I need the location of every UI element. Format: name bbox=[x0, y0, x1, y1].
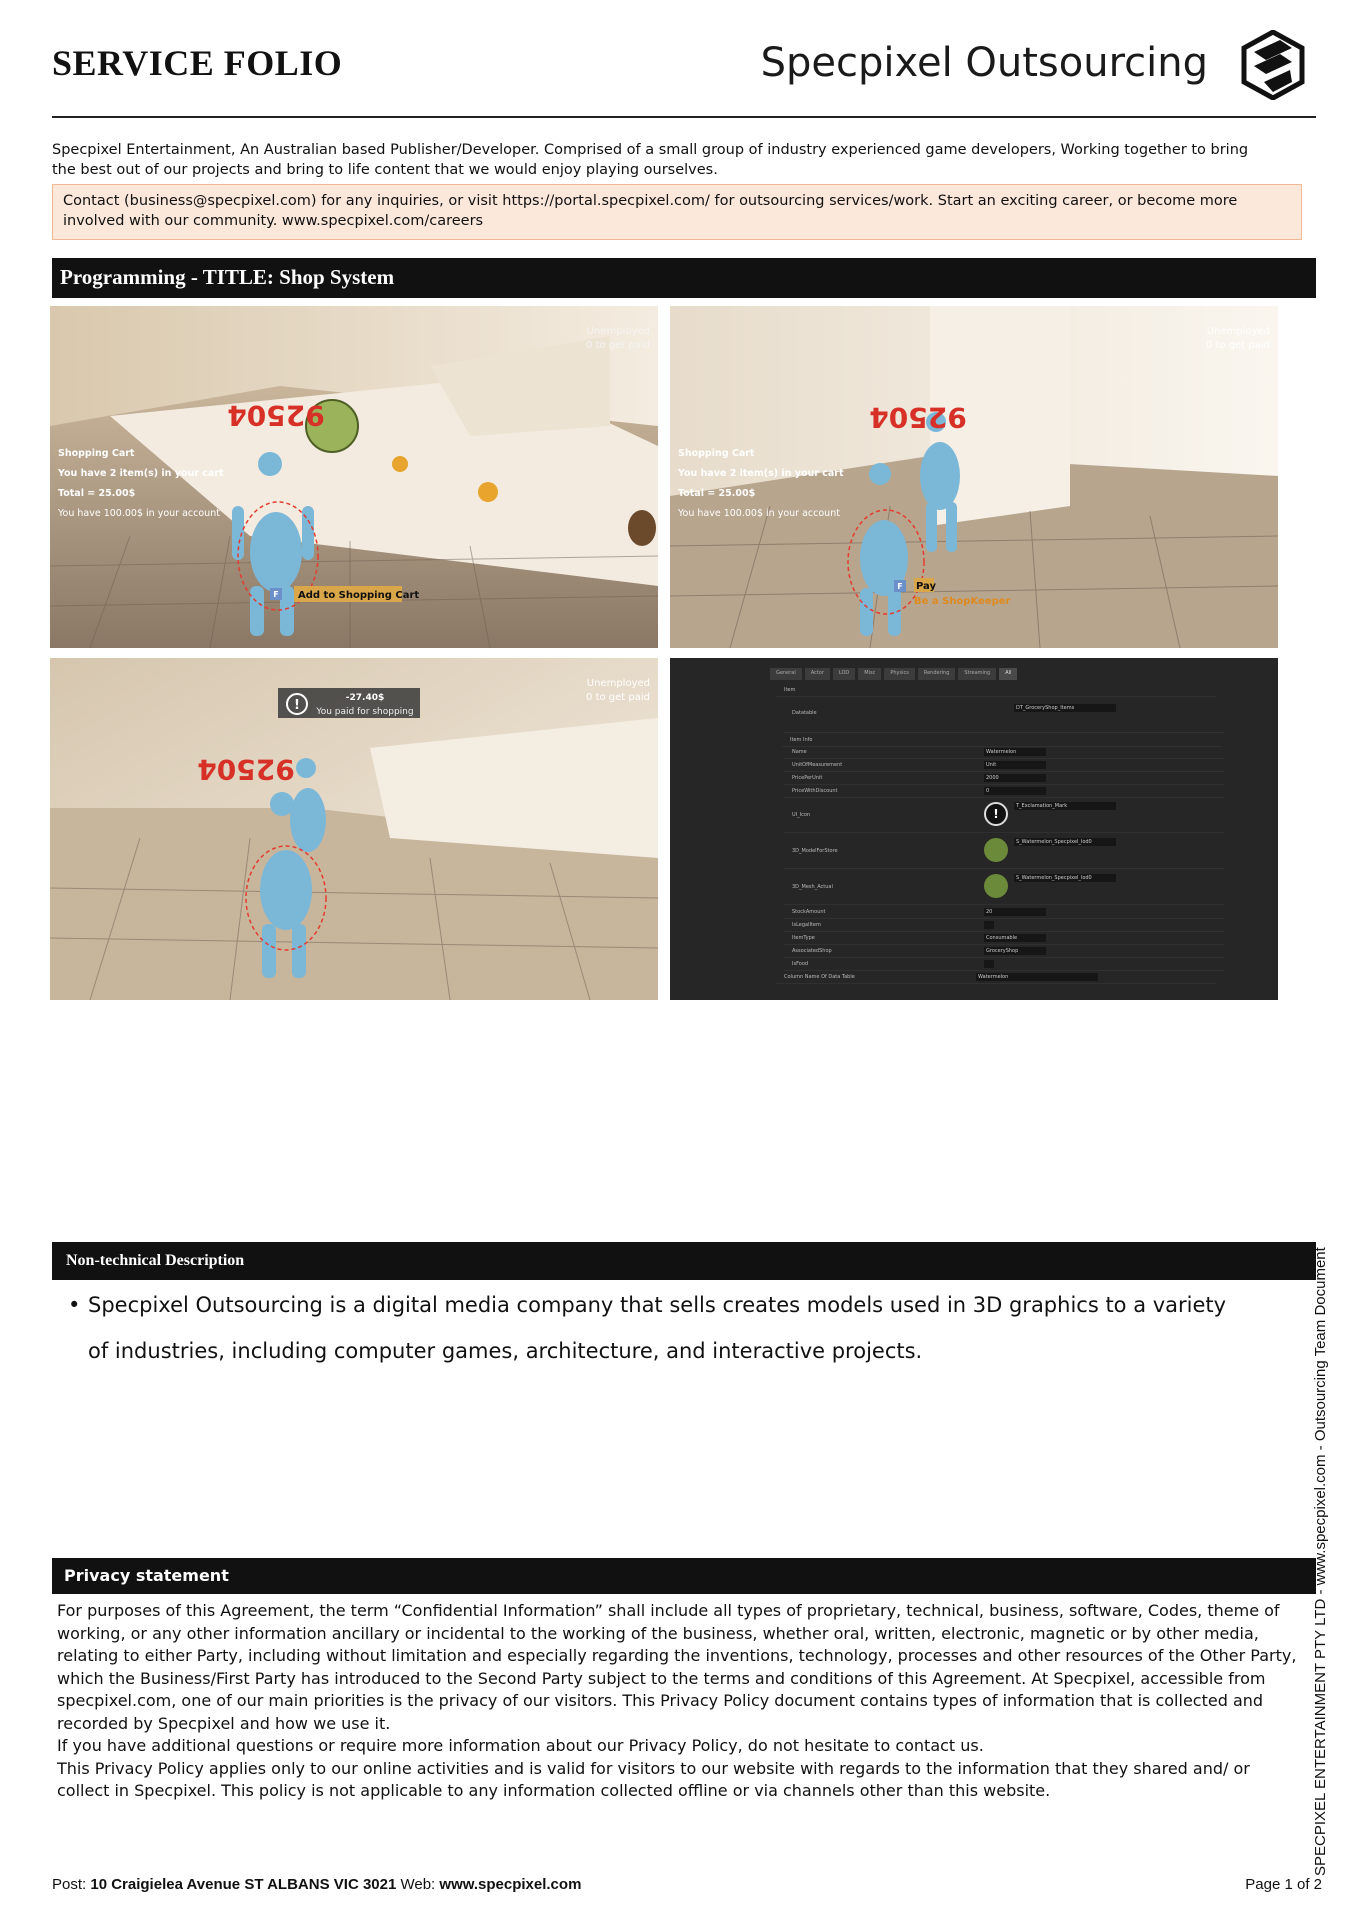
prop-row: ItemType Consumable bbox=[784, 932, 1224, 945]
tab-all: All bbox=[999, 668, 1017, 680]
svg-text:You have 100.00$ in your accou: You have 100.00$ in your account bbox=[678, 508, 840, 519]
specpixel-logo-icon bbox=[1240, 30, 1306, 100]
section-item: Item bbox=[776, 684, 1216, 697]
checkbox bbox=[984, 960, 994, 968]
paid-message: You paid for shopping bbox=[316, 707, 414, 717]
prop-row: UnitOfMeasurement Unit bbox=[784, 759, 1224, 772]
tab-physics: Physics bbox=[884, 668, 915, 680]
side-company-text: SPECPIXEL ENTERTAINMENT PTY LTD - www.specpixel.com - Outsourcing Team Document bbox=[1312, 1247, 1329, 1876]
intro-paragraph: Specpixel Entertainment, An Australian based Publisher/Developer. Comprised of a small group of industry experienced game developers, Working together to bring the best out of our projects and bring to life content that we would enjoy playing ourselves. bbox=[52, 142, 1249, 178]
paid-amount: -27.40$ bbox=[345, 693, 385, 703]
shopkeeper-prompt: Be a ShopKeeper bbox=[914, 596, 1011, 607]
details-tabs bbox=[770, 668, 1017, 680]
prop-row: PricePerUnit 2000 bbox=[784, 772, 1224, 785]
prop-row: AssociatedShop GroceryShop bbox=[784, 945, 1224, 958]
svg-text:92504: 92504 bbox=[869, 401, 967, 434]
prop-row: UI_Icon ! T_Exclamation_Mark bbox=[784, 798, 1224, 833]
prop-row: Name Watermelon bbox=[784, 746, 1224, 759]
svg-text:Total = 25.00$: Total = 25.00$ bbox=[678, 488, 756, 499]
privacy-paragraph: For purposes of this Agreement, the term “Confidential Information” shall include all types of proprietary, technical, business, software, Codes, theme of working, or any other information ancillary or incidental to the working of the business, whether oral, written, electronic, magnetic or by other media, relating to either Party, including without limitation and especially regarding the inventions, technology, processes and other resources of the Other Party, which the Business/First Party has introduced to the Second Party subject to the terms and conditions of this Agreement. At Specpixel, accessible from specpixel.com, one of our main priorities is the privacy of our visitors. This Privacy Policy document contains types of information that is collected and recorded by Specpixel and how we use it. bbox=[57, 1601, 1297, 1733]
svg-text:Shopping Cart: Shopping Cart bbox=[678, 448, 755, 459]
prop-row: 3D_Mesh_Actual S_Watermelon_Specpixel_lod0 bbox=[784, 870, 1224, 905]
svg-text:You have 2 item(s) in your car: You have 2 item(s) in your cart bbox=[678, 468, 844, 479]
footer-address: Post: 10 Craigielea Avenue ST ALBANS VIC 3021 Web: www.specpixel.com bbox=[52, 1876, 582, 1893]
brand-name: Specpixel Outsourcing bbox=[760, 40, 1208, 86]
prop-row: PriceWithDiscount 0 bbox=[784, 785, 1224, 798]
screenshot-editor-details bbox=[670, 658, 1278, 1000]
add-to-cart-prompt: Add to Shopping Cart bbox=[298, 590, 420, 601]
postal-address: 10 Craigielea Avenue ST ALBANS VIC 3021 bbox=[90, 1876, 397, 1893]
svg-text:Unemployed: Unemployed bbox=[586, 678, 650, 689]
prop-row: 3D_ModelForStore S_Watermelon_Specpixel_lod0 bbox=[784, 834, 1224, 869]
score-counter: 92504 bbox=[227, 399, 325, 432]
page-number: Page 1 of 2 bbox=[1245, 1876, 1322, 1893]
programming-section-heading: Programming - TITLE: Shop System bbox=[52, 258, 1316, 298]
privacy-paragraph: If you have additional questions or require more information about our Privacy Policy, do not hesitate to contact us. bbox=[57, 1736, 984, 1755]
website-link[interactable]: www.specpixel.com bbox=[439, 1876, 582, 1893]
alert-icon: ! bbox=[294, 698, 300, 713]
svg-text:0 to get paid: 0 to get paid bbox=[1206, 340, 1270, 351]
nontech-bullet: • Specpixel Outsourcing is a digital media company that sells creates models used in 3D graphics to a variety of industries, including computer games, architecture, and interactive projects. bbox=[68, 1282, 1248, 1374]
prop-row: Datatable DT_GroceryShop_Items bbox=[784, 698, 1224, 733]
document-title: SERVICE FOLIO bbox=[52, 43, 343, 83]
screenshot-paid-notification bbox=[50, 658, 658, 1000]
exclamation-icon: ! bbox=[984, 802, 1008, 826]
tab-streaming: Streaming bbox=[958, 668, 996, 680]
screenshot-add-to-cart bbox=[50, 306, 658, 648]
svg-text:Unemployed: Unemployed bbox=[586, 326, 650, 337]
svg-text:F: F bbox=[273, 590, 279, 599]
tab-rendering: Rendering bbox=[918, 668, 956, 680]
tab-general: General bbox=[770, 668, 802, 680]
cart-title: Shopping Cart bbox=[58, 448, 135, 459]
svg-text:You have 2 item(s) in your car: You have 2 item(s) in your cart bbox=[58, 468, 224, 479]
prop-row: Column Name Of Data Table Watermelon bbox=[776, 971, 1216, 984]
checkbox bbox=[984, 921, 994, 929]
watermelon-thumbnail-icon bbox=[984, 874, 1008, 898]
prop-row: StockAmount 20 bbox=[784, 906, 1224, 919]
tab-actor: Actor bbox=[805, 668, 830, 680]
tab-lod: LOD bbox=[833, 668, 855, 680]
svg-text:You have 100.00$ in your accou: You have 100.00$ in your account bbox=[58, 508, 220, 519]
prop-row: IsFood bbox=[784, 958, 1224, 971]
svg-text:0 to get paid: 0 to get paid bbox=[586, 340, 650, 351]
tab-misc: Misc bbox=[858, 668, 881, 680]
header-divider bbox=[52, 116, 1316, 118]
svg-text:0 to get paid: 0 to get paid bbox=[586, 692, 650, 703]
section-item-info: Item Info bbox=[782, 734, 1222, 747]
svg-text:F: F bbox=[897, 582, 903, 591]
privacy-paragraph: This Privacy Policy applies only to our online activities and is valid for visitors to our website with regards to the information that they shared and/ or collect in Specpixel. This policy is not applicable to any information collected offline or via channels other than this website. bbox=[57, 1758, 1250, 1800]
svg-text:Unemployed: Unemployed bbox=[1206, 326, 1270, 337]
privacy-statement bbox=[57, 1600, 1307, 1803]
screenshot-pay-shopkeeper bbox=[670, 306, 1278, 648]
details-panel bbox=[670, 658, 1278, 1000]
privacy-section-heading: Privacy statement bbox=[52, 1558, 1316, 1594]
contact-notice: Contact (business@specpixel.com) for any inquiries, or visit https://portal.specpixel.com/ for outsourcing services/work. Start an exciting career, or become more involved with our community. www.specpixel.com/careers bbox=[52, 184, 1302, 240]
bullet-icon: • bbox=[68, 1293, 81, 1317]
svg-text:Total = 25.00$: Total = 25.00$ bbox=[58, 488, 136, 499]
nontech-section-heading: Non-technical Description bbox=[52, 1242, 1316, 1280]
svg-text:92504: 92504 bbox=[197, 753, 295, 786]
pay-prompt: Pay bbox=[916, 581, 937, 592]
watermelon-thumbnail-icon bbox=[984, 838, 1008, 862]
prop-row: IsLegalItem bbox=[784, 919, 1224, 932]
